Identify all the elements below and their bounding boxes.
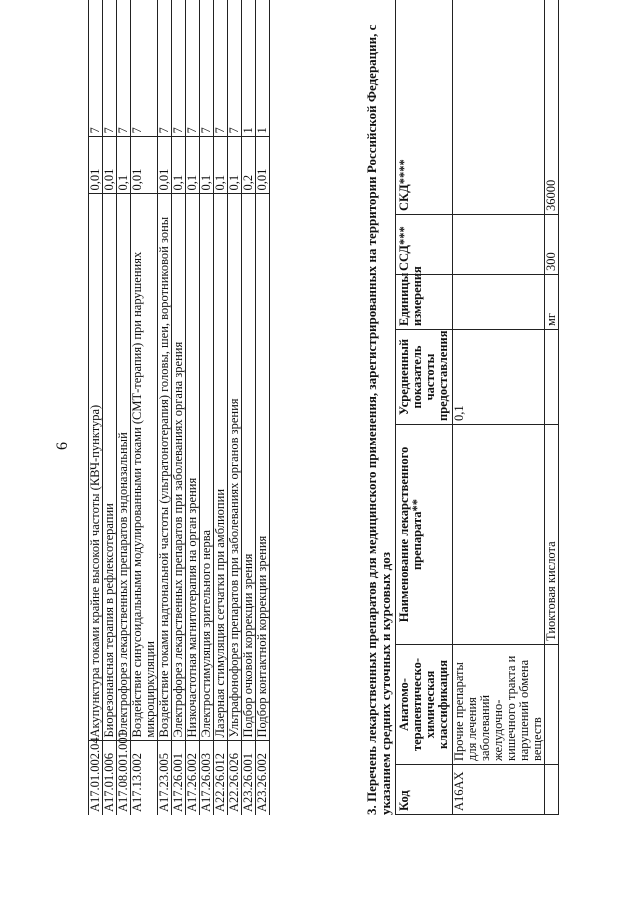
table-row (89, 0, 103, 815)
frequency-cell: 0,01 (89, 137, 103, 194)
frequency-cell: 0,2 (242, 137, 256, 194)
multiplicity-cell: 7 (103, 0, 117, 137)
table-row (131, 0, 158, 815)
service-code-cell: A17.26.002 (186, 741, 200, 815)
table-row (117, 0, 131, 815)
service-name-cell: Электрофорез лекарственных препаратов при заболеваниях органа зрения (172, 194, 186, 741)
service-code-cell: A22.26.012 (214, 741, 228, 815)
frequency-cell: 0,1 (117, 137, 131, 194)
service-code-cell: A17.08.001.001 (117, 741, 131, 815)
drug-atc-cell (545, 645, 559, 765)
drug-code-cell: A16AX (453, 765, 545, 815)
service-name-cell: Подбор очковой коррекции зрения (242, 194, 256, 741)
header-units: Единицы измерения (396, 275, 453, 330)
frequency-cell: 0,1 (214, 137, 228, 194)
section-3-heading: 3. Перечень лекарственных препаратов для медицинского применения, зарегистрированных на территории Российской Федерации, с указанием средних суточных и курсовых доз (364, 24, 393, 815)
service-code-cell: A17.26.003 (200, 741, 214, 815)
service-code-cell: A17.23.005 (158, 741, 172, 815)
header-code: Код (396, 765, 453, 815)
service-code-cell: A23.26.001 (242, 741, 256, 815)
service-name-cell: Электрофорез лекарственных препаратов эндоназальный (117, 194, 131, 741)
header-ssd: ССД*** (396, 215, 453, 275)
header-atc: Анатомо-терапевтическо-химическая классификация (396, 645, 453, 765)
service-name-cell: Низкочастотная магнитотерапия на орган зрения (186, 194, 200, 741)
service-code-cell: A17.26.001 (172, 741, 186, 815)
multiplicity-cell: 1 (242, 0, 256, 137)
table-row (453, 0, 545, 815)
drug-unit-cell (453, 275, 545, 330)
service-name-cell: Подбор контактной коррекции зрения (256, 194, 270, 741)
multiplicity-cell: 7 (89, 0, 103, 137)
multiplicity-cell: 7 (214, 0, 228, 137)
service-code-cell: A17.01.006 (103, 741, 117, 815)
header-frequency: Усредненный показатель частоты предоставления (396, 330, 453, 425)
service-name-cell: Воздействие синусоидальными модулированными токами (СМТ-терапия) при нарушениях микроциркуляции (131, 194, 158, 741)
drug-skd-cell: 36000 (545, 0, 559, 215)
frequency-cell: 0,1 (228, 137, 242, 194)
header-skd: СКД**** (396, 0, 453, 215)
service-name-cell: Электростимуляция зрительного нерва (200, 194, 214, 741)
table-row (256, 0, 270, 815)
header-drug-name: Наименование лекарственного препарата** (396, 425, 453, 645)
service-code-cell: A17.13.002 (131, 741, 158, 815)
table-row (103, 0, 117, 815)
drug-skd-cell (453, 0, 545, 215)
drug-ssd-cell: 300 (545, 215, 559, 275)
multiplicity-cell: 7 (117, 0, 131, 137)
services-table (88, 0, 270, 815)
table-row (214, 0, 228, 815)
frequency-cell: 0,01 (158, 137, 172, 194)
table-row (186, 0, 200, 815)
table-row (242, 0, 256, 815)
frequency-cell: 0,01 (103, 137, 117, 194)
frequency-cell: 0,01 (131, 137, 158, 194)
drugs-table-header-row (396, 0, 453, 815)
service-name-cell: Ультрафонофорез препаратов при заболеваниях органов зрения (228, 194, 242, 741)
frequency-cell: 0,1 (172, 137, 186, 194)
table-row (172, 0, 186, 815)
drug-unit-cell: мг (545, 275, 559, 330)
service-name-cell: Воздействие токами надтональной частоты (ультратонотерапия) головы, шеи, воротниковой зоны (158, 194, 172, 741)
service-name-cell: Лазерная стимуляция сетчатки при амблиопии (214, 194, 228, 741)
table-row (545, 0, 559, 815)
drug-freq-cell (545, 330, 559, 425)
multiplicity-cell: 7 (186, 0, 200, 137)
services-table-body (89, 0, 270, 815)
service-code-cell: A23.26.002 (256, 741, 270, 815)
service-name-cell: Акупунктура токами крайне высокой частоты (КВЧ-пунктура) (89, 194, 103, 741)
page-number: 6 (54, 442, 71, 450)
drugs-table-body (453, 0, 559, 815)
frequency-cell: 0,1 (186, 137, 200, 194)
drug-ssd-cell (453, 215, 545, 275)
drug-freq-cell: 0,1 (453, 330, 545, 425)
multiplicity-cell: 1 (256, 0, 270, 137)
frequency-cell: 0,1 (200, 137, 214, 194)
multiplicity-cell: 7 (158, 0, 172, 137)
multiplicity-cell: 7 (131, 0, 158, 137)
drug-drug-cell (453, 425, 545, 645)
multiplicity-cell: 7 (200, 0, 214, 137)
drugs-table (395, 0, 559, 815)
multiplicity-cell: 7 (172, 0, 186, 137)
service-code-cell: A17.01.002.04 (89, 741, 103, 815)
drug-atc-cell: Прочие препараты для лечения заболеваний желудочно-кишечного тракта и нарушений обмена веществ (453, 645, 545, 765)
multiplicity-cell: 7 (228, 0, 242, 137)
table-row (200, 0, 214, 815)
drug-code-cell (545, 765, 559, 815)
frequency-cell: 0,01 (256, 137, 270, 194)
table-row (228, 0, 242, 815)
drug-drug-cell: Тиоктовая кислота (545, 425, 559, 645)
service-code-cell: A22.26.026 (228, 741, 242, 815)
table-row (158, 0, 172, 815)
service-name-cell: Биорезонансная терапия в рефлексотерапии (103, 194, 117, 741)
